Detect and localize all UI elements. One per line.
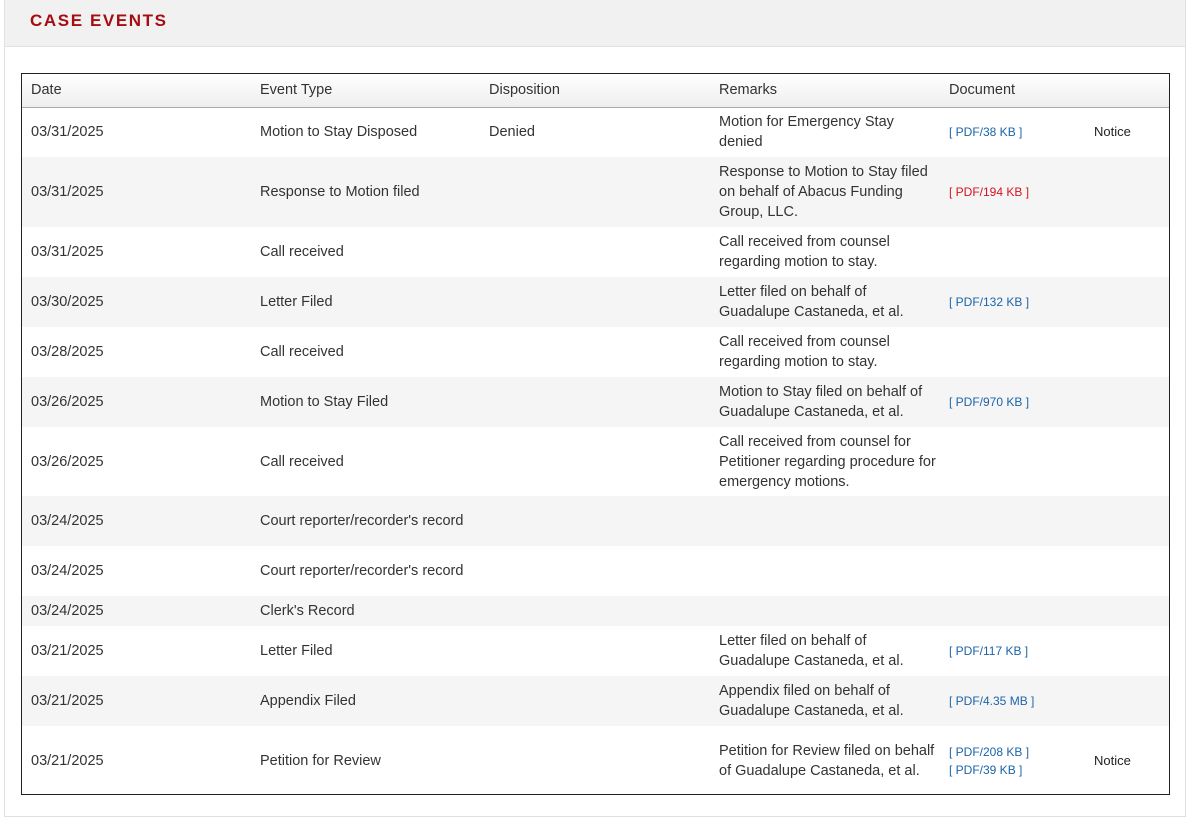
cell-document-type [1080, 157, 1170, 227]
cell-document-type [1080, 427, 1170, 496]
table-row [22, 107, 1170, 157]
cell-disposition [480, 726, 710, 795]
cell-event-type: Letter Filed [260, 294, 333, 310]
cell-disposition [480, 157, 710, 227]
table-row [22, 377, 1170, 427]
cell-disposition [480, 546, 710, 596]
table-body [22, 107, 1170, 795]
cell-remarks [710, 596, 940, 626]
cell-event-type: Letter Filed [260, 643, 333, 659]
table-row [22, 596, 1170, 626]
table-row [22, 227, 1170, 277]
cell-disposition [480, 327, 710, 377]
cell-disposition [480, 676, 710, 726]
cell-remarks: Appendix filed on behalf of Guadalupe Castaneda, et al. [719, 683, 904, 719]
cell-document-type [1080, 596, 1170, 626]
cell-disposition [480, 377, 710, 427]
cell-document-type [1080, 546, 1170, 596]
pdf-document-link[interactable]: [ PDF/208 KB ] [949, 745, 1030, 759]
cell-document-type [1080, 277, 1170, 327]
table-row [22, 626, 1170, 676]
cell-date: 03/26/2025 [31, 453, 104, 470]
cell-disposition: Denied [489, 124, 535, 141]
cell-document [940, 626, 1080, 676]
cell-document [940, 277, 1080, 327]
table-row [22, 726, 1170, 795]
cell-document-type: Notice [1094, 124, 1131, 140]
cell-disposition [480, 227, 710, 277]
column-header-document-type [1080, 74, 1170, 107]
cell-event-type: Call received [260, 344, 344, 360]
cell-date: 03/26/2025 [31, 394, 104, 410]
cell-date: 03/31/2025 [31, 244, 104, 260]
column-header-remarks[interactable]: Remarks [710, 74, 940, 107]
table-row [22, 546, 1170, 596]
cell-remarks [710, 546, 940, 596]
cell-document-type [1080, 327, 1170, 377]
panel-header [5, 0, 1185, 47]
table-row [22, 427, 1170, 496]
cell-date: 03/31/2025 [31, 184, 104, 200]
cell-document-type [1080, 227, 1170, 277]
pdf-document-link[interactable]: [ PDF/117 KB ] [949, 644, 1029, 658]
case-events-table [22, 74, 1170, 795]
cell-document [940, 676, 1080, 726]
cell-document-type [1080, 496, 1170, 546]
pdf-document-link[interactable]: [ PDF/970 KB ] [949, 395, 1030, 409]
column-header-date[interactable]: Date [22, 74, 251, 107]
cell-date: 03/31/2025 [31, 124, 104, 141]
table-row [22, 496, 1170, 546]
cell-document-type [1080, 626, 1170, 676]
cell-disposition [480, 626, 710, 676]
column-header-document[interactable]: Document [940, 74, 1080, 107]
cell-remarks: Call received from counsel regarding motion to stay. [719, 234, 890, 270]
cell-disposition [480, 496, 710, 546]
cell-event-type: Call received [260, 244, 344, 260]
cell-remarks: Call received from counsel regarding motion to stay. [719, 334, 890, 370]
cell-document [940, 546, 1080, 596]
pdf-document-link[interactable]: [ PDF/38 KB ] [949, 125, 1023, 140]
cell-disposition [480, 427, 710, 496]
cell-document [940, 496, 1080, 546]
cell-remarks: Letter filed on behalf of Guadalupe Castaneda, et al. [719, 633, 904, 669]
cell-date: 03/21/2025 [31, 643, 104, 659]
cell-event-type: Court reporter/recorder's record [260, 513, 464, 529]
cell-date: 03/21/2025 [31, 753, 104, 769]
table-row [22, 327, 1170, 377]
cell-event-type: Motion to Stay Disposed [260, 124, 418, 141]
cell-remarks: Response to Motion to Stay filed on behalf of Abacus Funding Group, LLC. [719, 164, 928, 220]
cell-document [940, 107, 1080, 157]
table-header-row [22, 74, 1170, 107]
cell-remarks: Motion for Emergency Stay denied [719, 114, 894, 151]
cell-date: 03/24/2025 [31, 603, 104, 619]
cell-document [940, 227, 1080, 277]
cell-date: 03/24/2025 [31, 513, 104, 529]
pdf-document-link[interactable]: [ PDF/132 KB ] [949, 295, 1030, 309]
cell-disposition [480, 596, 710, 626]
cell-event-type: Clerk's Record [260, 603, 355, 619]
cell-event-type: Response to Motion filed [260, 184, 420, 200]
cell-event-type: Motion to Stay Filed [260, 394, 389, 410]
cell-event-type: Petition for Review [260, 753, 381, 769]
pdf-document-link[interactable]: [ PDF/4.35 MB ] [949, 694, 1035, 708]
column-header-disposition[interactable]: Disposition [480, 74, 710, 107]
cell-document [940, 726, 1080, 795]
cell-event-type: Call received [260, 453, 344, 470]
cell-document [940, 377, 1080, 427]
cell-document-type [1080, 676, 1170, 726]
pdf-document-link[interactable]: [ PDF/39 KB ] [949, 763, 1023, 777]
table-row [22, 277, 1170, 327]
pdf-document-link[interactable]: [ PDF/194 KB ] [949, 185, 1030, 199]
case-events-table-container [21, 73, 1170, 795]
cell-remarks: Petition for Review filed on behalf of Guadalupe Castaneda, et al. [719, 743, 935, 779]
cell-document-type: Notice [1094, 753, 1131, 768]
table-row [22, 157, 1170, 227]
cell-remarks: Call received from counsel for Petitioner regarding procedure for emergency motions. [719, 433, 936, 490]
cell-document [940, 427, 1080, 496]
cell-date: 03/24/2025 [31, 563, 104, 579]
cell-date: 03/30/2025 [31, 294, 104, 310]
cell-event-type: Appendix Filed [260, 693, 356, 709]
cell-date: 03/21/2025 [31, 693, 104, 709]
cell-document [940, 596, 1080, 626]
panel-title: CASE EVENTS [30, 11, 168, 30]
cell-event-type: Court reporter/recorder's record [260, 563, 464, 579]
case-events-panel [4, 0, 1186, 817]
cell-disposition [480, 277, 710, 327]
column-header-event-type[interactable]: Event Type [251, 74, 480, 107]
cell-remarks: Letter filed on behalf of Guadalupe Castaneda, et al. [719, 284, 904, 320]
cell-remarks: Motion to Stay filed on behalf of Guadalupe Castaneda, et al. [719, 384, 923, 420]
cell-remarks [710, 496, 940, 546]
cell-document [940, 157, 1080, 227]
cell-document-type [1080, 377, 1170, 427]
table-row [22, 676, 1170, 726]
cell-date: 03/28/2025 [31, 344, 104, 360]
cell-document [940, 327, 1080, 377]
